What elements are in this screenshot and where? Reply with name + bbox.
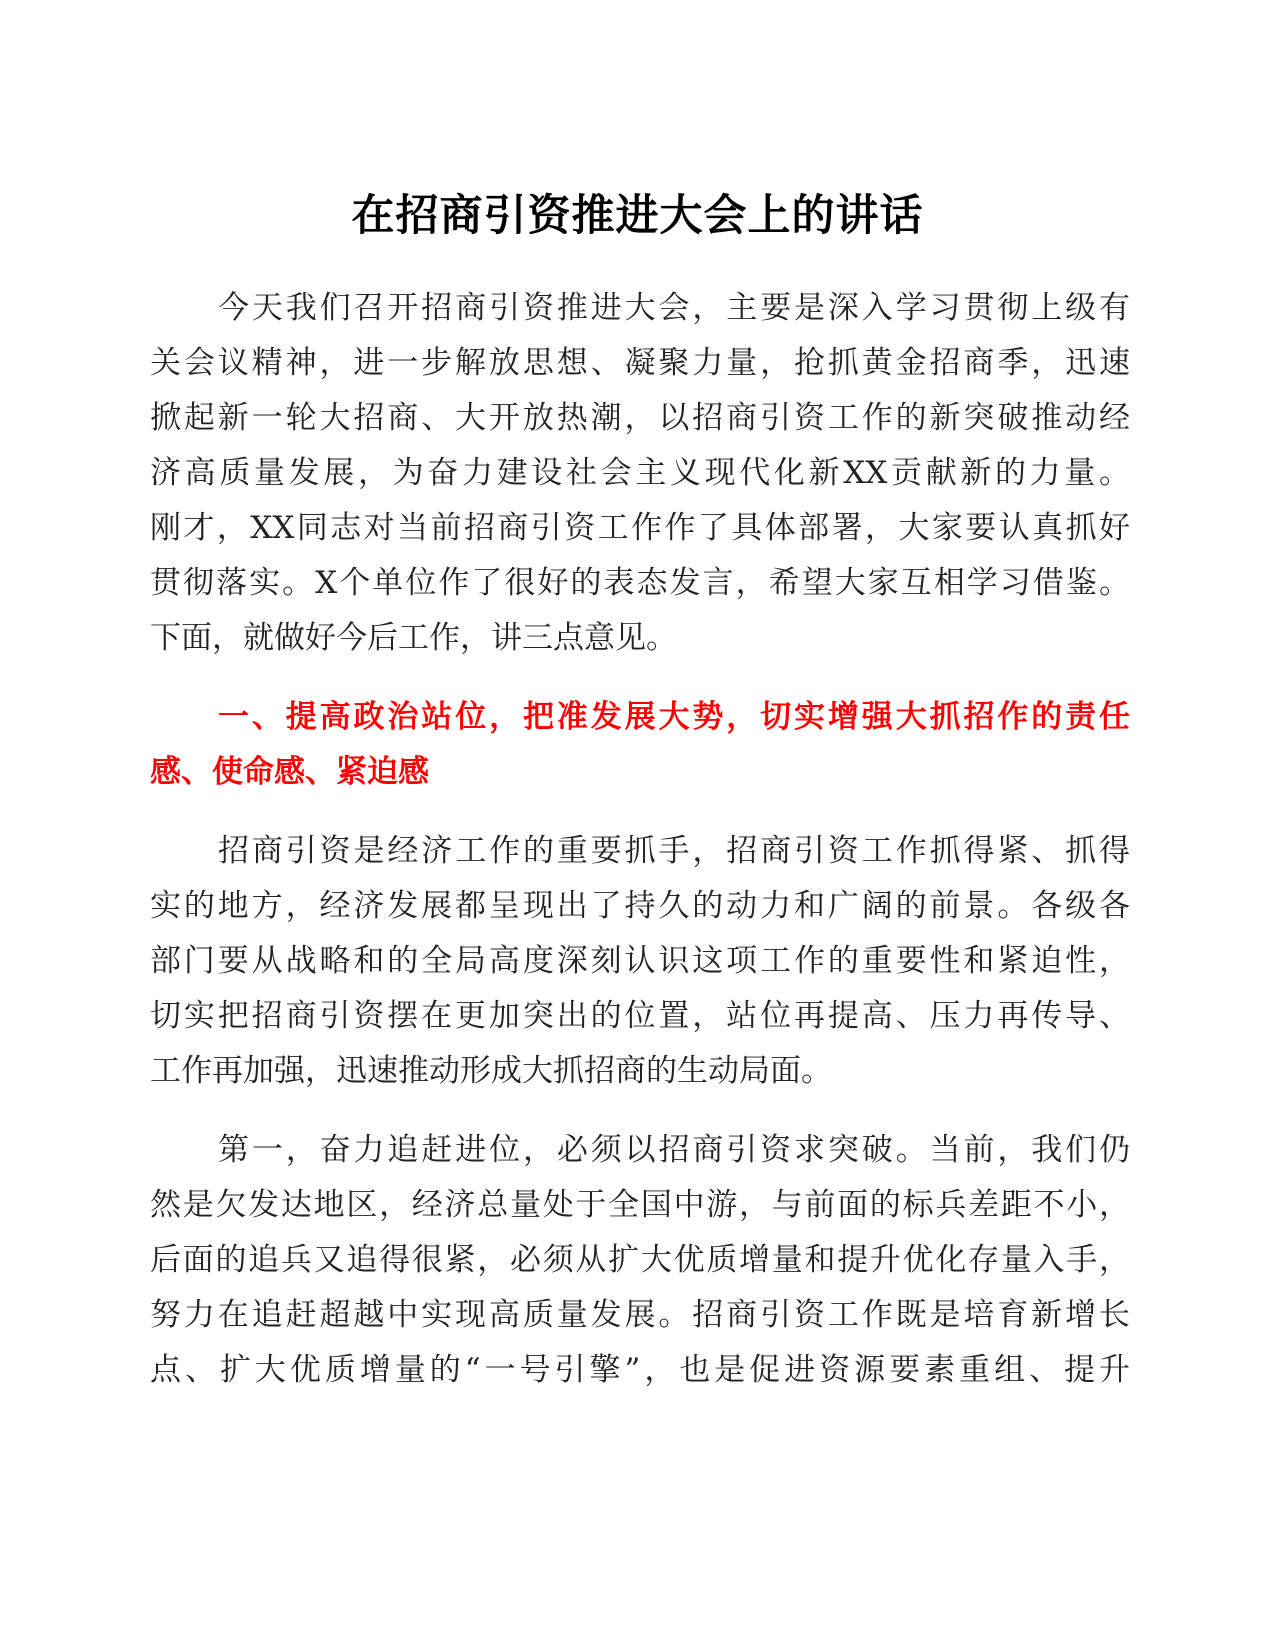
intro-line: 刚才，XX同志对当前招商引资工作作了具体部署，大家要认真抓好 bbox=[150, 510, 1130, 546]
document-title: 在招商引资推进大会上的讲话 bbox=[351, 191, 924, 241]
intro-line: 下面，就做好今后工作，讲三点意见。 bbox=[150, 620, 677, 656]
body-line: 然是欠发达地区，经济总量处于全国中游，与前面的标兵差距不小， bbox=[150, 1187, 1130, 1223]
section-heading-line: 一、提高政治站位，把准发展大势，切实增强大抓招作的责任 bbox=[218, 699, 1130, 735]
body-line: 后面的追兵又追得很紧，必须从扩大优质增量和提升优化存量入手， bbox=[150, 1242, 1130, 1278]
body-line: 招商引资是经济工作的重要抓手，招商引资工作抓得紧、抓得 bbox=[218, 833, 1130, 869]
intro-line: 今天我们召开招商引资推进大会，主要是深入学习贯彻上级有 bbox=[218, 290, 1130, 326]
body-line: 部门要从战略和的全局高度深刻认识这项工作的重要性和紧迫性， bbox=[150, 943, 1130, 979]
body-line: 切实把招商引资摆在更加突出的位置，站位再提高、压力再传导、 bbox=[150, 998, 1130, 1034]
body-line: 工作再加强，迅速推动形成大抓招商的生动局面。 bbox=[150, 1053, 832, 1089]
body-line: 努力在追赶超越中实现高质量发展。招商引资工作既是培育新增长 bbox=[150, 1297, 1130, 1333]
intro-line: 贯彻落实。X个单位作了很好的表态发言，希望大家互相学习借鉴。 bbox=[150, 565, 1130, 601]
body-line: 实的地方，经济发展都呈现出了持久的动力和广阔的前景。各级各 bbox=[150, 888, 1130, 924]
intro-line: 关会议精神，进一步解放思想、凝聚力量，抢抓黄金招商季，迅速 bbox=[150, 345, 1130, 381]
section-heading-line: 感、使命感、紧迫感 bbox=[150, 754, 429, 790]
intro-line: 掀起新一轮大招商、大开放热潮，以招商引资工作的新突破推动经 bbox=[150, 400, 1130, 436]
intro-line: 济高质量发展，为奋力建设社会主义现代化新XX贡献新的力量。 bbox=[150, 455, 1130, 491]
body-line: 点、扩大优质增量的“一号引擎”，也是促进资源要素重组、提升 bbox=[150, 1352, 1130, 1388]
body-line: 第一，奋力追赶进位，必须以招商引资求突破。当前，我们仍 bbox=[218, 1132, 1130, 1168]
